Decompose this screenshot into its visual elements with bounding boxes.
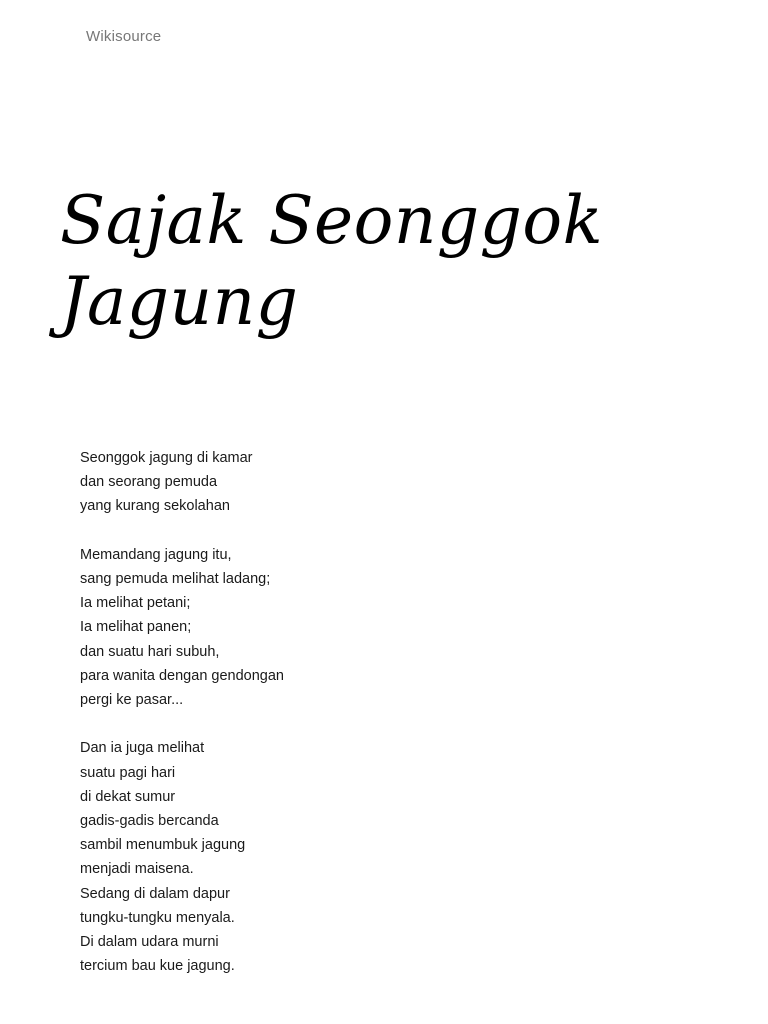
poem-body: [80, 446, 680, 1003]
stanza: [80, 736, 680, 978]
poem-line: dan suatu hari subuh,: [80, 643, 220, 660]
poem-line: gadis-gadis bercanda: [80, 813, 219, 830]
poem-line: tercium bau kue jagung.: [80, 958, 235, 975]
poem-line: suatu pagi hari: [80, 764, 176, 781]
poem-line: Seonggok jagung di kamar: [80, 450, 253, 466]
poem-line: yang kurang sekolahan: [80, 498, 230, 515]
poem-line: Ia melihat panen;: [80, 619, 192, 636]
poem-line: Ia melihat petani;: [80, 595, 191, 612]
poem-line: tungku-tungku menyala.: [80, 909, 235, 926]
poem-line: menjadi maisena.: [80, 861, 194, 878]
poem-line: sang pemuda melihat ladang;: [80, 571, 271, 587]
page-title: Sajak Seonggok Jagung: [60, 182, 604, 340]
stanza: [80, 446, 680, 519]
poem-line: Sedang di dalam dapur: [80, 885, 230, 902]
poem-line: di dekat sumur: [80, 788, 176, 805]
poem-line: sambil menumbuk jagung: [80, 837, 246, 854]
poem-line: Di dalam udara murni: [80, 934, 219, 951]
poem-line: pergi ke pasar...: [80, 692, 184, 709]
poem-line: Memandang jagung itu,: [80, 546, 232, 563]
poem-line: dan seorang pemuda: [80, 474, 218, 491]
poem-line: para wanita dengan gendongan: [80, 667, 284, 684]
site-name[interactable]: Wikisource: [86, 28, 162, 45]
poem-line: Dan ia juga melihat: [80, 740, 205, 757]
stanza: [80, 543, 680, 712]
